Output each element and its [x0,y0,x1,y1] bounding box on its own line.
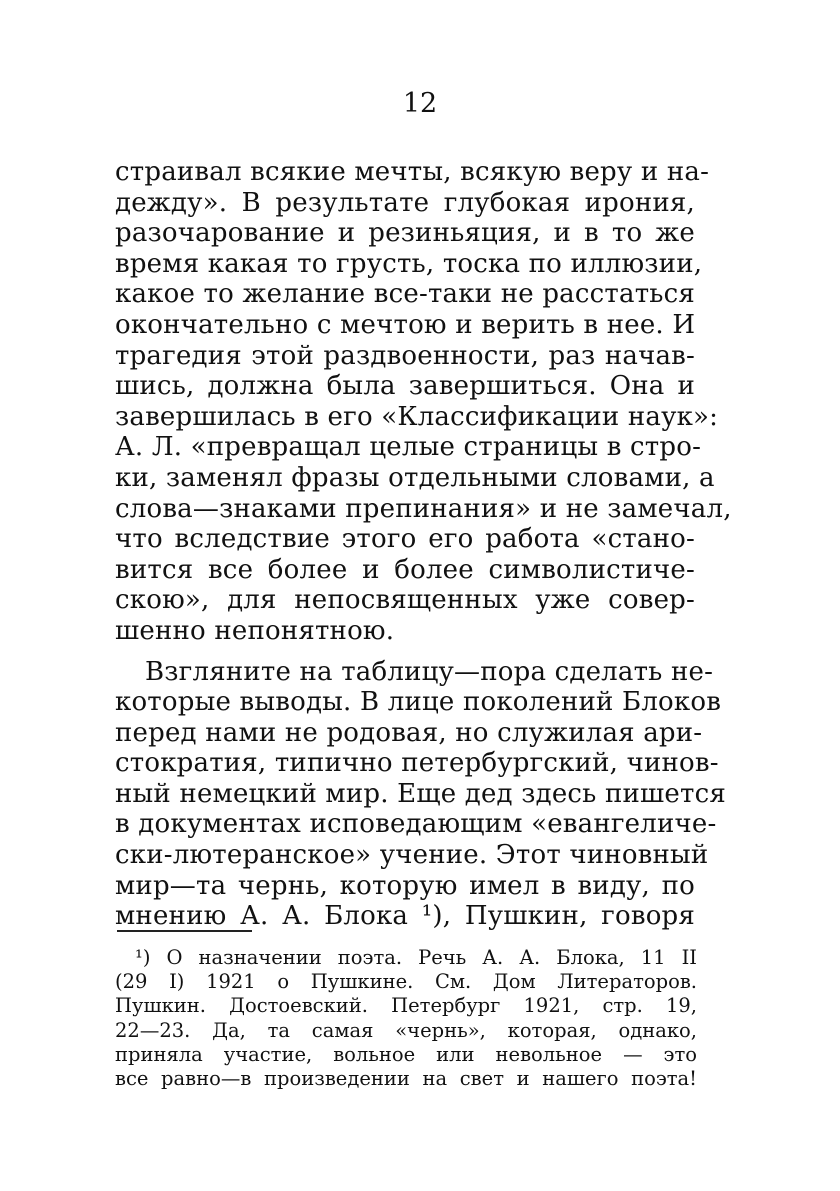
text-line: Взгляните на таблицу—пора сделать не- [145,656,714,687]
footnote-line: ¹) О назначении поэта. Речь А. А. Блока, 11 II [135,946,697,969]
text-line: которые выводы. В лице поколений Блоков [115,687,722,718]
footnotes [115,946,697,1091]
text-line: шись, должна была завершиться. Она и [115,371,695,402]
footnote-line: все равно—в произведении на свет и нашего поэта! [115,1066,697,1090]
footnote-line: (29 I) 1921 о Пушкине. См. Дом Литераторов. [115,970,697,994]
text-line: трагедия этой раздвоенности, раз начав- [115,340,695,371]
text-line: перед нами не родовая, но служилая ари- [115,717,703,748]
text-line: время какая то грусть, тоска по иллюзии, [115,248,703,279]
paragraph-1 [115,157,732,647]
text-line: ски-лютеранское» учение. Этот чиновный [115,840,709,871]
footnote-line: 22—23. Да, та самая «чернь», которая, однако, [115,1018,697,1042]
text-line: страивал всякие мечты, всякую веру и на- [115,157,710,187]
text-line: мнению А. А. Блока ¹), Пушкин, говоря [115,901,695,932]
text-line: А. Л. «превращал целые страницы в стро- [115,432,702,463]
text-line: окончательно с мечтою и верить в нее. И [115,309,696,340]
text-line: шенно непонятною. [115,615,395,646]
footnote-line: Пушкин. Достоевский. Петербург 1921, стр. 19, [115,994,697,1018]
text-line: скою», для непосвященных уже совер- [115,585,695,616]
text-line: вится все более и более символистиче- [115,554,695,585]
page-number: 12 [402,88,438,119]
footnote-divider [117,930,252,932]
text-line: ный немецкий мир. Еще дед здесь пишется [115,778,726,809]
text-line: слова—знаками препинания» и не замечал, [115,493,732,524]
text-line: стократия, типично петербургский, чинов- [115,748,719,779]
body-text [115,157,732,932]
text-line: какое то желание все-таки не расстаться [115,279,695,310]
footnote-line: приняла участие, вольное или невольное — это [115,1042,697,1066]
paragraph-gap [115,647,695,657]
text-line: завершилась в его «Классификации наук»: [115,401,719,432]
text-line: разочарование и резиньяция, и в то же [115,218,695,249]
text-line: дежду». В результате глубокая ирония, [115,187,695,218]
paragraph-2 [115,656,726,932]
text-line: ки, заменял фразы отдельными словами, а [115,462,715,493]
text-line: в документах исповедающим «евангеличе- [115,809,717,840]
text-line: что вследствие этого его работа «стано- [115,524,695,555]
text-line: мир—та чернь, которую имел в виду, по [115,870,695,901]
